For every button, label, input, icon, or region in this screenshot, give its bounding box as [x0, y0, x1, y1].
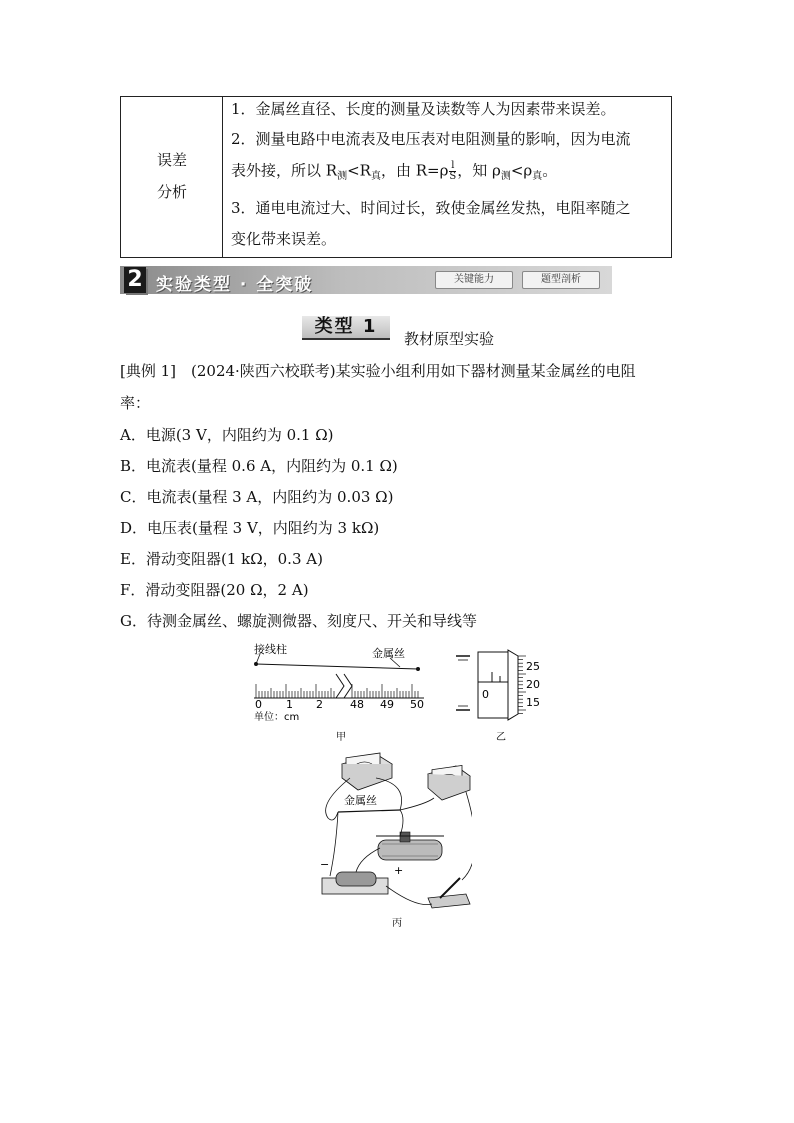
tick-label-48: 48	[350, 698, 364, 711]
error-item-1: 1．金属丝直径、长度的测量及读数等人为因素带来误差。	[231, 100, 616, 118]
metal-wire-label: 金属丝	[344, 794, 377, 807]
error-item-3-line2: 变化带来误差。	[231, 230, 337, 248]
figure-ruler	[240, 640, 440, 744]
type-label: 类型 1	[302, 316, 390, 340]
ruler-ticks	[254, 684, 424, 698]
figure-micrometer	[448, 646, 558, 744]
option-c: C．电流表(量程 3 A，内阻约为 0.03 Ω)	[120, 488, 394, 506]
battery-plus: +	[394, 864, 404, 877]
thimble-ticks	[518, 656, 526, 714]
example-intro-line1: [典例 1] (2024·陕西六校联考)某实验小组利用如下器材测量某金属丝的电阻	[120, 362, 636, 380]
tick-label-49: 49	[380, 698, 394, 711]
switch	[428, 878, 470, 908]
thimble-label-20: 20	[526, 678, 540, 691]
key-ability-button[interactable]: 关键能力	[435, 271, 513, 289]
error-item-3-line1: 3．通电电流过大、时间过长，致使金属丝发热，电阻率随之	[231, 199, 631, 217]
section-title: 实验类型 · 全突破	[156, 275, 314, 295]
error-item-2-line1: 2．测量电路中电流表及电压表对电阻测量的影响，因为电流	[231, 130, 631, 148]
table-heading-line1: 误差	[156, 151, 187, 169]
section-number: 2	[124, 267, 146, 293]
battery-minus: −	[320, 858, 330, 871]
ammeter	[428, 765, 470, 800]
caption-yi: 乙	[496, 732, 506, 743]
thimble-label-15: 15	[526, 696, 540, 709]
post-label: 接线柱	[254, 643, 287, 656]
voltmeter	[342, 753, 392, 790]
caption-bing: 丙	[392, 918, 402, 929]
option-d: D．电压表(量程 3 V，内阻约为 3 kΩ)	[120, 519, 380, 537]
unit-label: 单位：cm	[254, 712, 300, 723]
figure-circuit	[316, 748, 472, 932]
wire-label: 金属丝	[372, 647, 405, 660]
tick-label-2: 2	[316, 698, 323, 711]
thimble-label-25: 25	[526, 660, 540, 673]
sleeve-zero: 0	[482, 688, 489, 701]
table-heading-line2: 分析	[156, 183, 187, 201]
error-analysis-table	[120, 96, 672, 258]
option-e: E．滑动变阻器(1 kΩ，0.3 A)	[120, 550, 323, 568]
section-banner	[120, 266, 612, 294]
option-g: G．待测金属丝、螺旋测微器、刻度尺、开关和导线等	[120, 612, 477, 630]
table-heading-cell	[121, 97, 223, 257]
example-intro-line2: 率：	[120, 394, 151, 412]
option-f: F．滑动变阻器(20 Ω，2 A)	[120, 581, 309, 599]
question-analysis-button[interactable]: 题型剖析	[522, 271, 600, 289]
l-over-s-fraction: $\frac{l}{S}$	[449, 160, 457, 182]
type-subtitle: 教材原型实验	[404, 330, 495, 348]
option-a: A．电源(3 V，内阻约为 0.1 Ω)	[120, 426, 334, 444]
tick-label-0: 0	[255, 698, 262, 711]
tick-label-50: 50	[410, 698, 424, 711]
option-b: B．电流表(量程 0.6 A，内阻约为 0.1 Ω)	[120, 457, 398, 475]
error-item-2-line2: 表外接，所以 $R_测<R_真$，由 R=ρ $\frac{l}{S}$ ，知 $\rho_测<\rho_真$。	[231, 160, 558, 182]
tick-label-1: 1	[286, 698, 293, 711]
caption-jia: 甲	[336, 732, 346, 743]
rheostat	[376, 832, 444, 860]
